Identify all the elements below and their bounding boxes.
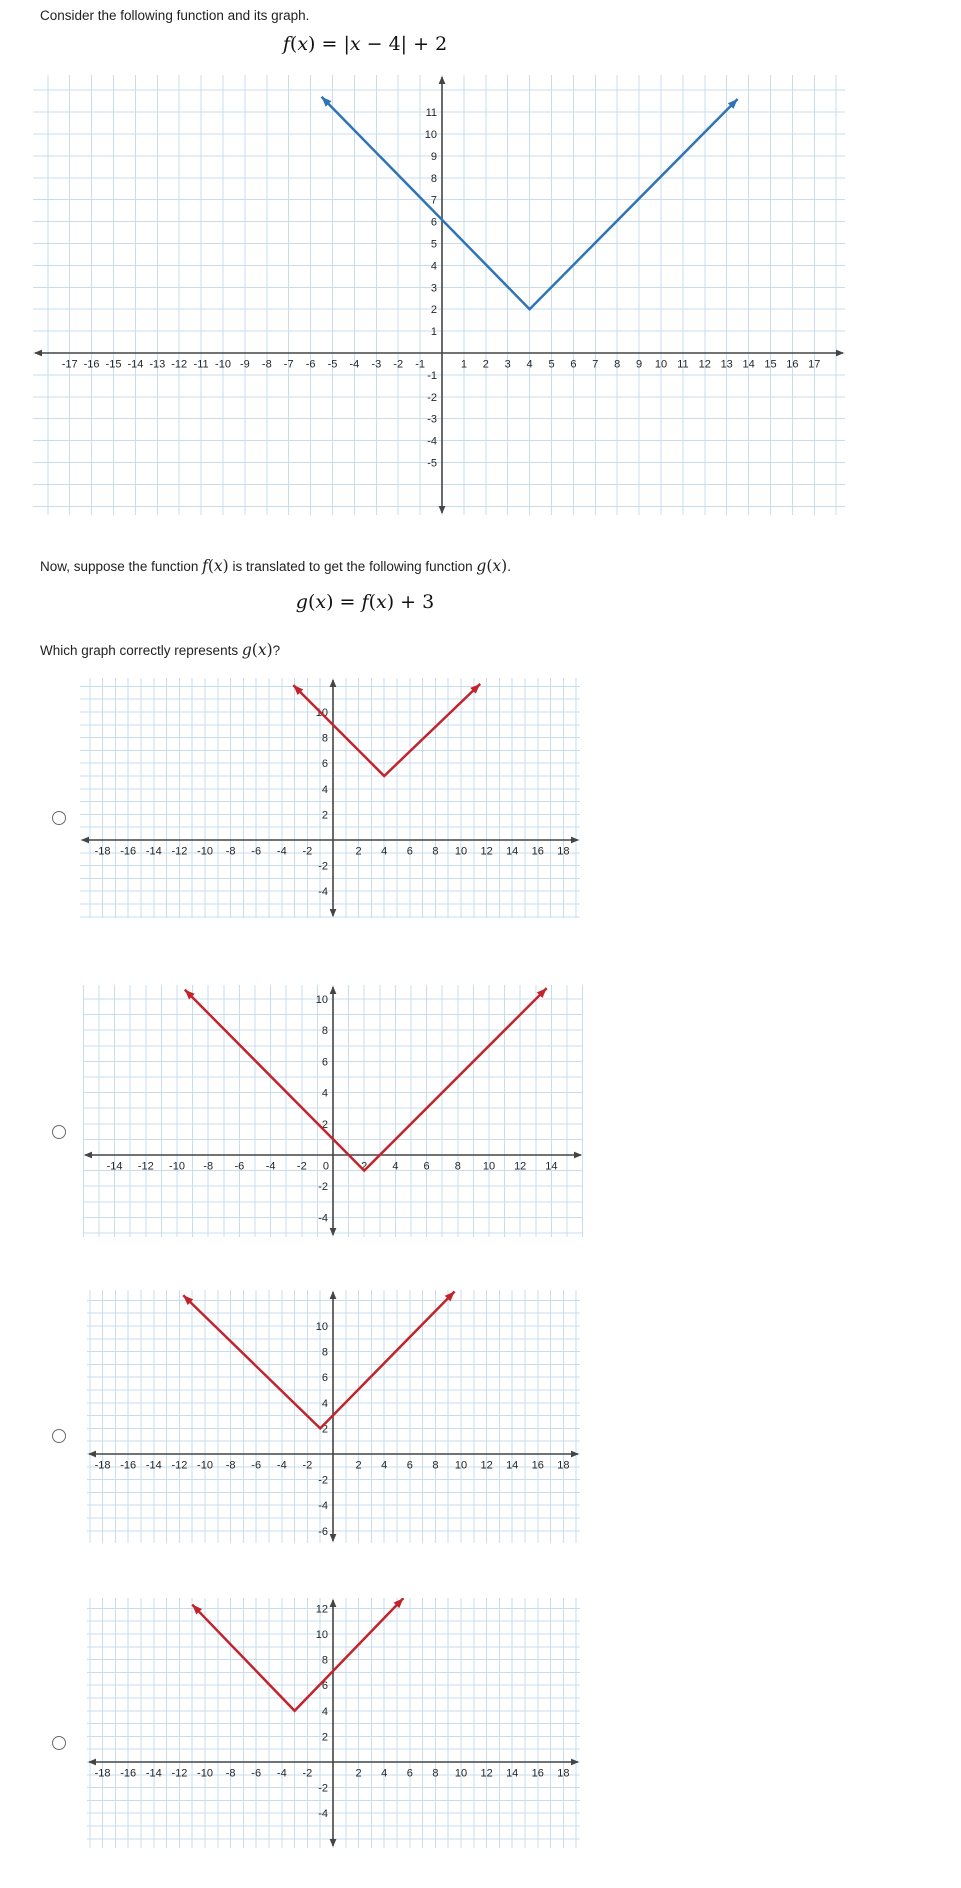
question-text: Which graph correctly represents g(x)?	[40, 641, 281, 659]
x-tick-label: 6	[423, 1160, 430, 1173]
x-tick-label: 2	[355, 1459, 362, 1472]
x-tick-label: 3	[504, 358, 511, 371]
x-tick-label: -10	[197, 845, 213, 858]
x-tick-label: -8	[261, 358, 272, 371]
x-tick-label: 9	[636, 358, 643, 371]
x-tick-label: -14	[145, 845, 162, 858]
arrowhead	[330, 909, 337, 917]
y-tick-label: -2	[318, 1782, 328, 1795]
x-tick-label: -12	[137, 1160, 154, 1173]
x-tick-label: 18	[557, 845, 570, 858]
answer-radio-2[interactable]	[52, 1125, 66, 1139]
x-tick-label: -18	[94, 845, 111, 858]
x-tick-label: 4	[381, 1459, 388, 1472]
x-tick-label: 10	[654, 358, 668, 371]
y-tick-label: -2	[318, 1181, 328, 1194]
y-tick-label: 6	[321, 758, 328, 771]
y-tick-label: -4	[318, 1500, 328, 1513]
x-tick-label: -3	[371, 358, 382, 371]
x-tick-label: 4	[381, 1767, 388, 1780]
y-tick-label: 2	[321, 1118, 328, 1131]
x-tick-label: 2	[355, 845, 362, 858]
y-tick-label: 11	[425, 107, 437, 120]
x-tick-label: 15	[764, 358, 777, 371]
x-tick-label: -8	[203, 1160, 214, 1173]
x-tick-label: 4	[381, 845, 388, 858]
y-tick-label: 4	[321, 1705, 328, 1718]
x-tick-label: -10	[197, 1767, 213, 1780]
y-tick-label: -2	[427, 391, 437, 404]
option-3-graph	[87, 1290, 580, 1543]
x-tick-label: -11	[193, 358, 209, 371]
x-tick-label: -8	[225, 1767, 236, 1780]
y-tick-label: -4	[318, 1808, 328, 1821]
y-tick-label: -4	[318, 886, 328, 899]
x-tick-label: -14	[127, 358, 144, 371]
x-tick-label: -6	[251, 1767, 262, 1780]
formula-g: g(x) = f(x) + 3	[295, 591, 435, 613]
x-tick-label: 8	[432, 845, 439, 858]
y-tick-label: -6	[318, 1525, 328, 1538]
x-tick-label: -2	[302, 1459, 313, 1472]
x-tick-label: 13	[720, 358, 733, 371]
x-tick-label: -14	[106, 1160, 123, 1173]
x-tick-label: -6	[251, 845, 262, 858]
arrowhead	[571, 837, 579, 844]
x-tick-label: 12	[698, 358, 711, 371]
inline-math: f(x)	[202, 557, 229, 575]
x-tick-label: 6	[406, 1459, 413, 1472]
x-tick-label: 12	[480, 1459, 493, 1472]
x-tick-label: 11	[677, 358, 689, 371]
x-tick-label: -10	[169, 1160, 185, 1173]
x-tick-label: 14	[506, 1459, 519, 1472]
x-tick-label: 8	[432, 1767, 439, 1780]
x-tick-label: -16	[83, 358, 100, 371]
x-tick-label: 18	[557, 1767, 570, 1780]
x-tick-label: 16	[531, 1767, 544, 1780]
y-tick-label: 8	[430, 172, 437, 185]
x-tick-label: -7	[283, 358, 294, 371]
y-tick-label: 10	[424, 129, 437, 141]
x-tick-label: -9	[240, 358, 250, 371]
x-tick-label: 6	[570, 358, 577, 371]
arrowhead	[571, 1759, 579, 1766]
arrowhead	[571, 1451, 579, 1458]
x-tick-label: -6	[251, 1459, 262, 1472]
x-tick-label: 7	[592, 358, 599, 371]
x-tick-label: -2	[302, 845, 313, 858]
arrowhead	[330, 1534, 337, 1542]
x-tick-label: 18	[557, 1459, 570, 1472]
x-tick-label: 16	[786, 358, 799, 371]
arrowhead	[88, 1759, 96, 1766]
x-tick-label: -4	[276, 845, 287, 858]
x-tick-label: 16	[531, 845, 544, 858]
x-tick-label: -13	[149, 358, 166, 371]
y-tick-label: -3	[427, 413, 437, 426]
y-tick-label: -4	[427, 435, 437, 448]
x-tick-label: -16	[120, 1767, 137, 1780]
x-tick-label: 10	[454, 1767, 468, 1780]
x-tick-label: 8	[454, 1160, 461, 1173]
x-tick-label: -6	[234, 1160, 245, 1173]
grid-lines	[80, 678, 580, 918]
option-2-graph	[83, 985, 583, 1237]
x-tick-label: -4	[349, 358, 360, 371]
x-tick-label: -4	[276, 1459, 287, 1472]
x-tick-label: 0	[322, 1160, 329, 1173]
x-tick-label: -14	[145, 1767, 162, 1780]
x-tick-label: -12	[171, 1459, 188, 1472]
x-tick-label: 6	[406, 845, 413, 858]
intro-text: Consider the following function and its graph.	[40, 8, 310, 23]
y-tick-label: 4	[321, 783, 328, 796]
y-tick-label: -2	[318, 860, 328, 873]
x-tick-label: -10	[197, 1459, 213, 1472]
x-tick-label: 14	[506, 1767, 519, 1780]
x-tick-label: -2	[296, 1160, 307, 1173]
x-tick-label: -16	[120, 845, 137, 858]
x-tick-label: 12	[480, 1767, 493, 1780]
x-tick-label: -18	[94, 1767, 111, 1780]
x-tick-label: 14	[506, 845, 519, 858]
x-tick-label: -12	[171, 1767, 188, 1780]
answer-radio-3[interactable]	[52, 1429, 66, 1443]
arrowhead	[330, 1291, 337, 1299]
x-tick-label: 4	[526, 358, 533, 371]
y-tick-label: -2	[318, 1474, 328, 1487]
y-tick-label: 3	[430, 282, 437, 295]
y-tick-label: 2	[430, 304, 437, 317]
x-tick-label: 1	[460, 358, 467, 371]
y-tick-label: 8	[321, 1346, 328, 1359]
answer-radio-4[interactable]	[52, 1736, 66, 1750]
y-tick-label: 5	[430, 238, 437, 251]
arrowhead	[88, 1451, 96, 1458]
arrowhead	[330, 986, 337, 994]
answer-radio-1[interactable]	[52, 811, 66, 825]
y-tick-label: -1	[427, 369, 437, 382]
x-tick-label: 2	[482, 358, 489, 371]
x-tick-label: -4	[265, 1160, 276, 1173]
x-tick-label: 10	[482, 1160, 496, 1173]
x-tick-label: 8	[614, 358, 621, 371]
x-tick-label: -4	[276, 1767, 287, 1780]
x-tick-label: 10	[454, 845, 468, 858]
y-tick-label: 8	[321, 732, 328, 745]
x-tick-label: -2	[302, 1767, 313, 1780]
x-tick-label: -5	[327, 358, 338, 371]
y-tick-label: 8	[321, 1025, 328, 1038]
x-tick-label: 2	[355, 1767, 362, 1780]
y-tick-label: 10	[315, 707, 328, 719]
grid-lines	[33, 75, 845, 515]
y-tick-label: 2	[321, 1423, 328, 1436]
y-tick-label: 8	[321, 1654, 328, 1667]
y-tick-label: 6	[321, 1372, 328, 1385]
x-tick-label: 12	[480, 845, 493, 858]
main-graph	[33, 75, 845, 515]
formula-f: f(x) = |x − 4| + 2	[282, 33, 448, 55]
x-tick-label: -2	[393, 358, 404, 371]
x-tick-label: 16	[531, 1459, 544, 1472]
arrowhead	[330, 1599, 337, 1607]
arrowhead	[836, 350, 844, 357]
arrowhead	[84, 1152, 92, 1159]
x-tick-label: -6	[305, 358, 316, 371]
y-tick-label: -4	[318, 1212, 328, 1225]
arrowhead	[439, 506, 446, 514]
option-4-graph	[87, 1598, 580, 1848]
y-tick-label: 6	[321, 1056, 328, 1069]
y-tick-label: 4	[321, 1087, 328, 1100]
x-tick-label: 2	[361, 1160, 368, 1173]
y-tick-label: 10	[315, 1321, 328, 1333]
x-tick-label: -12	[171, 358, 188, 371]
arrowhead	[330, 1228, 337, 1236]
inline-math: g(x)	[241, 641, 273, 659]
arrowhead	[34, 350, 42, 357]
x-tick-label: -12	[171, 845, 188, 858]
x-tick-label: -15	[105, 358, 122, 371]
arrowhead	[330, 679, 337, 687]
y-tick-label: 6	[321, 1680, 328, 1693]
x-tick-label: 12	[514, 1160, 527, 1173]
y-tick-label: 2	[321, 1731, 328, 1744]
y-tick-label: 4	[430, 260, 437, 273]
inline-math: g(x)	[476, 557, 508, 575]
y-tick-label: 9	[430, 150, 437, 163]
x-tick-label: 4	[392, 1160, 399, 1173]
x-tick-label: -8	[225, 1459, 236, 1472]
x-tick-label: -16	[120, 1459, 137, 1472]
x-tick-label: 14	[545, 1160, 558, 1173]
y-tick-label: 10	[315, 1629, 328, 1641]
function-curve	[183, 1291, 454, 1428]
arrowhead	[81, 837, 89, 844]
x-tick-label: -8	[225, 845, 236, 858]
x-tick-label: 17	[808, 358, 821, 371]
y-tick-label: 1	[430, 326, 437, 339]
x-tick-label: -10	[215, 358, 231, 371]
y-tick-label: -5	[427, 457, 437, 470]
y-tick-label: 6	[430, 216, 437, 229]
x-tick-label: -1	[415, 358, 425, 371]
y-tick-label: 7	[430, 194, 437, 207]
x-tick-label: 8	[432, 1459, 439, 1472]
x-tick-label: -17	[61, 358, 78, 371]
x-tick-label: 6	[406, 1767, 413, 1780]
y-tick-label: 10	[315, 994, 328, 1006]
translation-text: Now, suppose the function f(x) is translated to get the following function g(x).	[40, 557, 511, 575]
x-tick-label: 5	[548, 358, 555, 371]
x-tick-label: 10	[454, 1459, 468, 1472]
arrowhead	[574, 1152, 582, 1159]
x-tick-label: -14	[145, 1459, 162, 1472]
arrowhead	[439, 76, 446, 84]
arrowhead	[330, 1839, 337, 1847]
x-tick-label: -18	[94, 1459, 111, 1472]
x-tick-label: 14	[742, 358, 755, 371]
option-1-graph	[80, 678, 580, 918]
y-tick-label: 2	[321, 809, 328, 822]
y-tick-label: 4	[321, 1397, 328, 1410]
y-tick-label: 12	[315, 1603, 328, 1616]
